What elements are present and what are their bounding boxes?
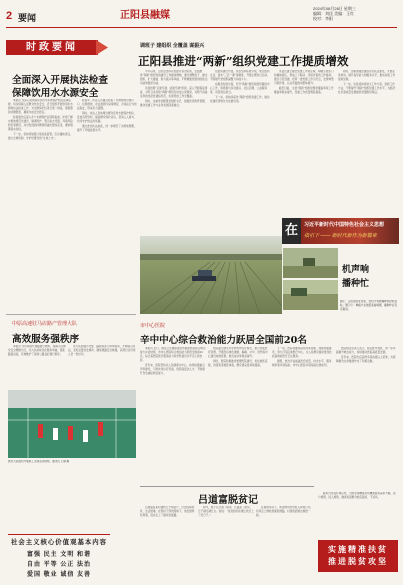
story-2-col-2: 该大队加强与交警、路政等部门协作联动，开展联合执法，及时处置突发事件，确保道路安全畅通，获得过往司乘人员一致好评。 — [68, 345, 136, 356]
core-values-line-3: 爱国 敬业 诚信 友善 — [26, 572, 91, 578]
spring-title-line-1: 机声响 — [342, 265, 370, 275]
center-col-2: 医院建立健全多学科协作诊疗模式，整合优质医疗资源，开通急诊绿色通道，胸痛、卒中、创伤等中心建设成效显著，救治成功率稳步提升。 同时，医院积极推进智慧医院建设，优化就医流程，改善患者就医体验，群众满意度持续提高。 — [208, 347, 268, 367]
bottom-col-4: 脱贫攻坚战打响以来，当地坚持精准扶贫精准脱贫基本方略，因户施策，因人施策，确保贫困群众稳定脱贫、不返贫。 — [318, 492, 396, 499]
lead-col-2: 在组织建设方面，该县坚持标准引领，规范组织生活，落实“三会一课”等制度，开展主题党日活动，不断提升党组织凝聚力和战斗力。 在服务发展方面，引导“两新”组织党组织围绕中心工作，积极参与乡村振兴、社区治理、公益服务等，彰显责任担当。 下一步，将持续深化“两新”组织党建工作，推动党建优势转化为发展优势。 — [210, 70, 270, 103]
lead-title: 正阳县推进“两新”组织党建工作提质增效 — [138, 54, 349, 68]
story-1-title-line-2: 保障饮用水水源安全 — [12, 88, 99, 99]
header-rule — [6, 27, 397, 28]
story-2-rule — [6, 314, 136, 315]
section-label: 要闻 — [18, 13, 37, 23]
lead-col-4: 同时，注重加强党建指导员队伍建设，开展业务培训，提升指导能力和服务水平，推动各项工作落地见效。 下一步，该县将持续加大工作力度，创新工作方法，不断提升“两新”组织党建工作水平，为经济社会高质量发展提供坚强组织保证。 — [338, 70, 396, 94]
center-col-1: 本报讯 近日，国家卫生健康委发布最新医院综合救治能力评估结果，市中心医院综合救治能力跃居全国前20名，标志着医院医疗服务能力和学科建设水平迈上新台阶。 近年来，医院坚持以人民健康为中心，持续加强重点学科建设，引进先进诊疗设备，培养高层次人才，不断提升急危重症救治能力。 — [140, 347, 206, 375]
core-values-line-2: 自由 平等 公正 法治 — [26, 562, 91, 568]
section-banner: 时政要闻 — [6, 40, 98, 55]
badminton-photo — [8, 390, 136, 458]
center-story-title: 辛中中心综合救治能力跃居全国前20名 — [140, 335, 307, 346]
page-number: 2 — [6, 10, 13, 22]
lead-kicker: 调班子 建组织 全覆盖 谋振兴 — [140, 43, 205, 49]
newspaper-logo: 正阳县融媒 — [120, 10, 170, 21]
poverty-slogan-box: 实施精准扶贫 推进脱贫攻坚 — [318, 540, 398, 572]
story-2-kicker: 中原高速驻马店路产管理大队 — [12, 321, 78, 327]
bottom-col-2: 如今，他不仅还清了债务，还盖起了新房，日子越过越红火。他说：“是党的好政策让我过上了好日子。” — [198, 506, 254, 517]
story-1-title-line-1: 全面深入开展执法检查 — [12, 75, 108, 86]
spring-title-line-2: 播种忙 — [342, 279, 370, 289]
bottom-story-rule — [140, 486, 314, 487]
lead-col-1: 今年以来，正阳县坚持以党建引领为统领，全面推进“两新”组织党的建设工作提质增效，通过调整班子、健全组织、扩大覆盖、助力振兴等举措，不断增强党组织的政治功能和组织功能。 该县按照“应建尽建、能建尽建”原则，深入开展摸底排查，对符合条件的“两新”组织及时成立党组织，对暂不具备条件的选派党建指导员，实现党的工作全覆盖。 同时，注重选优配强党组织书记，加强党员教育管理，推动党建工作与业务发展深度融合。 — [140, 70, 208, 107]
bottom-col-3: 在他的带动下，周边群众纷纷加入养殖行列，共同走上增收致富的道路，村里的面貌也焕然一新。 — [256, 506, 313, 517]
center-col-4: 医院相关负责人表示，将以此为契机，进一步巩固提升救治能力，持续推动医院高质量发展。 近年来，医院先后获得多项省级以上荣誉，为保障群众生命健康作出了积极贡献。 — [336, 347, 396, 363]
bottom-col-1: 吕道富是某村建档立卡贫困户，过去因病致贫，生活困难。在帮扶干部的帮助下，他发展特色养殖，逐步走上了脱贫致富路。 — [140, 506, 195, 517]
story-2-caption: 图为大队组织开展职工文体活动现场。通讯员 王静 摄 — [8, 460, 70, 463]
farm-photo-3 — [283, 280, 338, 310]
core-values-line-1: 富强 民主 文明 和谐 — [26, 552, 91, 558]
story-1-col-2: 检查中，执法人员重点检查了水源地周边排污口、垃圾堆放、农业面源污染等情况，对违法行为依法查处，形成有力震慑。 同时，执法人员向周边群众宣传水源保护知识，发放宣传资料，提高群众保护意识，营造人人参与、共同守护的良好氛围。 通过此次执法检查，进一步规范了水源地管理，提升了环境监管水平。 — [77, 99, 137, 132]
theme-banner-line-1: 习近平新时代中国特色社会主义思想 — [304, 222, 385, 228]
theme-banner-line-2: 指引下 —— 新时代新作为新篇章 — [304, 233, 377, 239]
bottom-story-title: 吕道富脱贫记 — [198, 495, 258, 506]
center-col-3: 下一步，医院将继续深化改革创新，加强内涵建设，努力打造区域医疗中心，为人民群众提供更加优质高效的医疗卫生服务。 据悉，此次评估涵盖医疗质量、技术水平、服务效率等多项指标，市中心医院多项指标位居前列。 — [272, 347, 332, 367]
spring-caption: 图①：正阳县的麦田里，农机手驾驶播种机抢抓农时。图②③：种植户在地里查看墒情，播种作业有序推进。 — [340, 300, 398, 311]
story-2-col-1: 本报讯 为切实提升道路通行效率，保障人民群众安全便捷出行，该大队持续优化服务举措，强化路面巡查，有效维护了高速公路良好通行秩序。 — [8, 345, 66, 356]
story-1-col-1: 本报讯 为深入贯彻落实饮用水水源保护相关法律法规，切实保障人民群众饮水安全，近日组织开展饮用水水源地执法检查工作，对水源保护区进行逐一排查，督促整改问题隐患，确保水质安全稳定。 检查组先后深入多个水源保护区现场查看，详细了解水源地规范化建设、隔离防护、警示标志设置、环境风险防范等情况，并对发现的问题现场提出整改意见，要求限期落实到位。 下一步，将持续加强日常巡查监管，压实属地责任，建立长效机制，守护好群众的“生命之水”。 — [8, 99, 73, 140]
date-block: 2024年08月28日 星期三 编辑：刘佳 美编：王红 校对：李阳 — [313, 6, 356, 21]
farm-photo-2 — [283, 248, 338, 278]
lead-col-3: 该县还建立健全党建工作责任制，明确主管部门和属地责任，形成上下联动、齐抓共管的工作格局。通过示范创建，培育一批党建工作示范点，发挥典型引领作用，以点带面推动整体提升。 截至目前，全县“两新”组织党组织覆盖率和工作覆盖率稳步提升，党建工作质量明显提高。 — [274, 70, 334, 94]
center-story-kicker: 市中心医院 — [140, 323, 166, 329]
story-2-title: 高效服务强秩序 — [12, 334, 80, 345]
theme-banner-char: 在 — [282, 218, 301, 244]
banner-chevron-icon — [96, 40, 108, 55]
farm-field-photo — [140, 236, 282, 314]
core-values-title: 社会主义核心价值观基本内容 — [10, 539, 108, 546]
